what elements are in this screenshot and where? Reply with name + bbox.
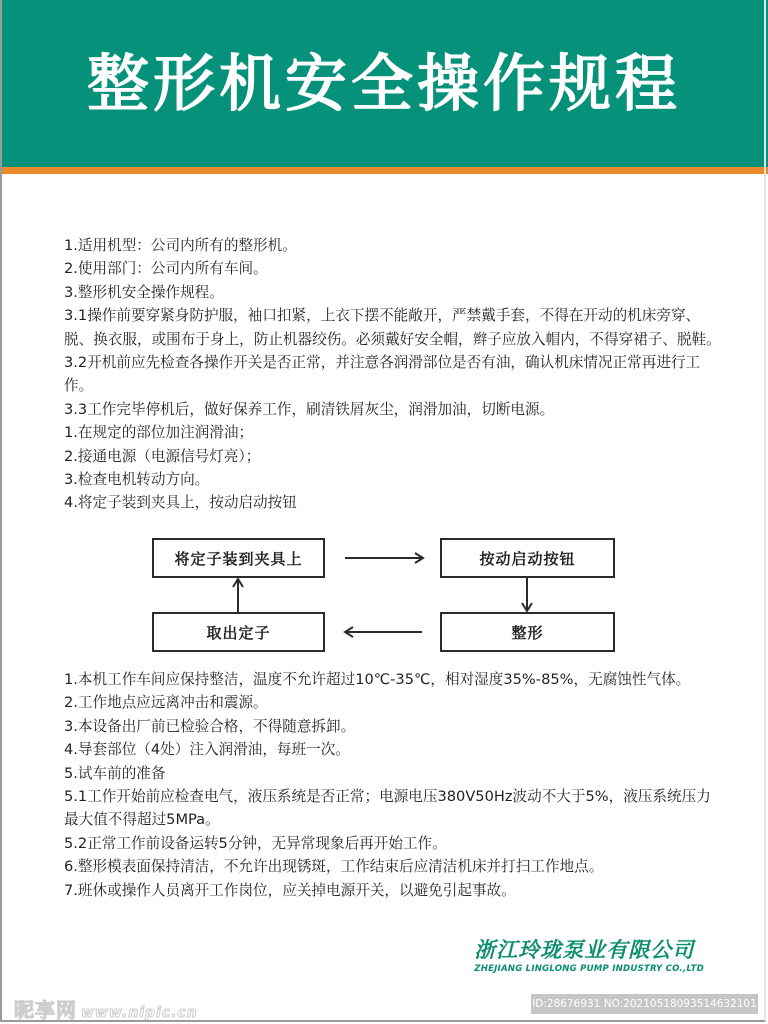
header-banner <box>0 0 768 167</box>
rule-line: 2.工作地点应远离冲击和震源。 <box>64 694 268 712</box>
arrow-left-icon <box>345 627 422 637</box>
id-badge: ID:28676931 NO:20210518093514632101 <box>531 994 758 1014</box>
rule-line: 3.1操作前要穿紧身防护服，袖口扣紧，上衣下摆不能敞开，严禁戴手套，不得在开动的机床旁穿、脱、换衣服，或围布于身上，防止机器绞伤。必须戴好安全帽，辫子应放入帽内，不得穿裙子、脱鞋。 <box>64 307 721 348</box>
rule-line: 6.整形模表面保持清洁，不允许出现锈斑，工作结束后应清洁机床并打扫工作地点。 <box>64 858 604 876</box>
watermark-url: www.nipic.cn <box>81 1005 198 1021</box>
orange-divider <box>0 167 768 174</box>
rule-line: 3.本设备出厂前已检验合格，不得随意拆卸。 <box>64 717 356 735</box>
rule-line: 3.检查电机转动方向。 <box>64 471 210 489</box>
watermark <box>14 994 198 1023</box>
rule-line: 4.将定子装到夹具上，按动启动按钮 <box>64 494 297 512</box>
arrow-up-icon <box>233 579 243 612</box>
rule-line: 3.3工作完毕停机后，做好保养工作，刷清铁屑灰尘，润滑加油，切断电源。 <box>64 400 555 418</box>
rule-line: 3.整形机安全操作规程。 <box>64 283 224 301</box>
rule-line: 7.班休或操作人员离开工作岗位，应关掉电源开关，以避免引起事故。 <box>64 881 516 899</box>
rule-line: 4.导套部位（4处）注入润滑油，每班一次。 <box>64 741 350 759</box>
arrow-right-icon <box>345 553 423 563</box>
company-name-en: ZHEJIANG LINGLONG PUMP INDUSTRY CO.,LTD <box>474 964 704 974</box>
rules-section-1 <box>64 234 724 515</box>
flow-step-remove-stator: 取出定子 <box>152 612 325 652</box>
flow-step-shaping: 整形 <box>440 612 615 652</box>
rule-line: 5.试车前的准备 <box>64 764 166 782</box>
company-logo <box>474 937 704 975</box>
rules-section-2 <box>64 668 724 902</box>
company-name-cn: 浙江玲珑泵业有限公司 <box>474 937 695 962</box>
rule-line: 1.在规定的部位加注润滑油； <box>64 424 254 442</box>
rule-line: 5.2正常工作前设备运转5分钟，无异常现象后再开始工作。 <box>64 834 447 852</box>
watermark-brand: 昵享网 <box>14 998 77 1022</box>
page-title: 整形机安全操作规程 <box>86 47 681 120</box>
rule-line: 1.本机工作车间应保持整洁，温度不允许超过10℃-35℃，相对湿度35%-85%，无腐蚀性气体。 <box>64 671 691 688</box>
flow-step-mount-stator: 将定子装到夹具上 <box>152 538 325 578</box>
flow-step-press-start: 按动启动按钮 <box>440 538 615 578</box>
rule-line: 3.2开机前应先检查各操作开关是否正常，并注意各润滑部位是否有油，确认机床情况正常再进行工作。 <box>64 354 701 395</box>
rule-line: 5.1工作开始前应检查电气，液压系统是否正常；电源电压380V50Hz波动不大于5%，液压系统压力最大值不得超过5MPa。 <box>64 788 711 829</box>
rule-line: 2.接通电源（电源信号灯亮）； <box>64 447 261 465</box>
rule-line: 1.适用机型：公司内所有的整形机。 <box>64 237 297 254</box>
rule-line: 2.使用部门：公司内所有车间。 <box>64 260 268 278</box>
arrow-down-icon <box>522 578 532 611</box>
